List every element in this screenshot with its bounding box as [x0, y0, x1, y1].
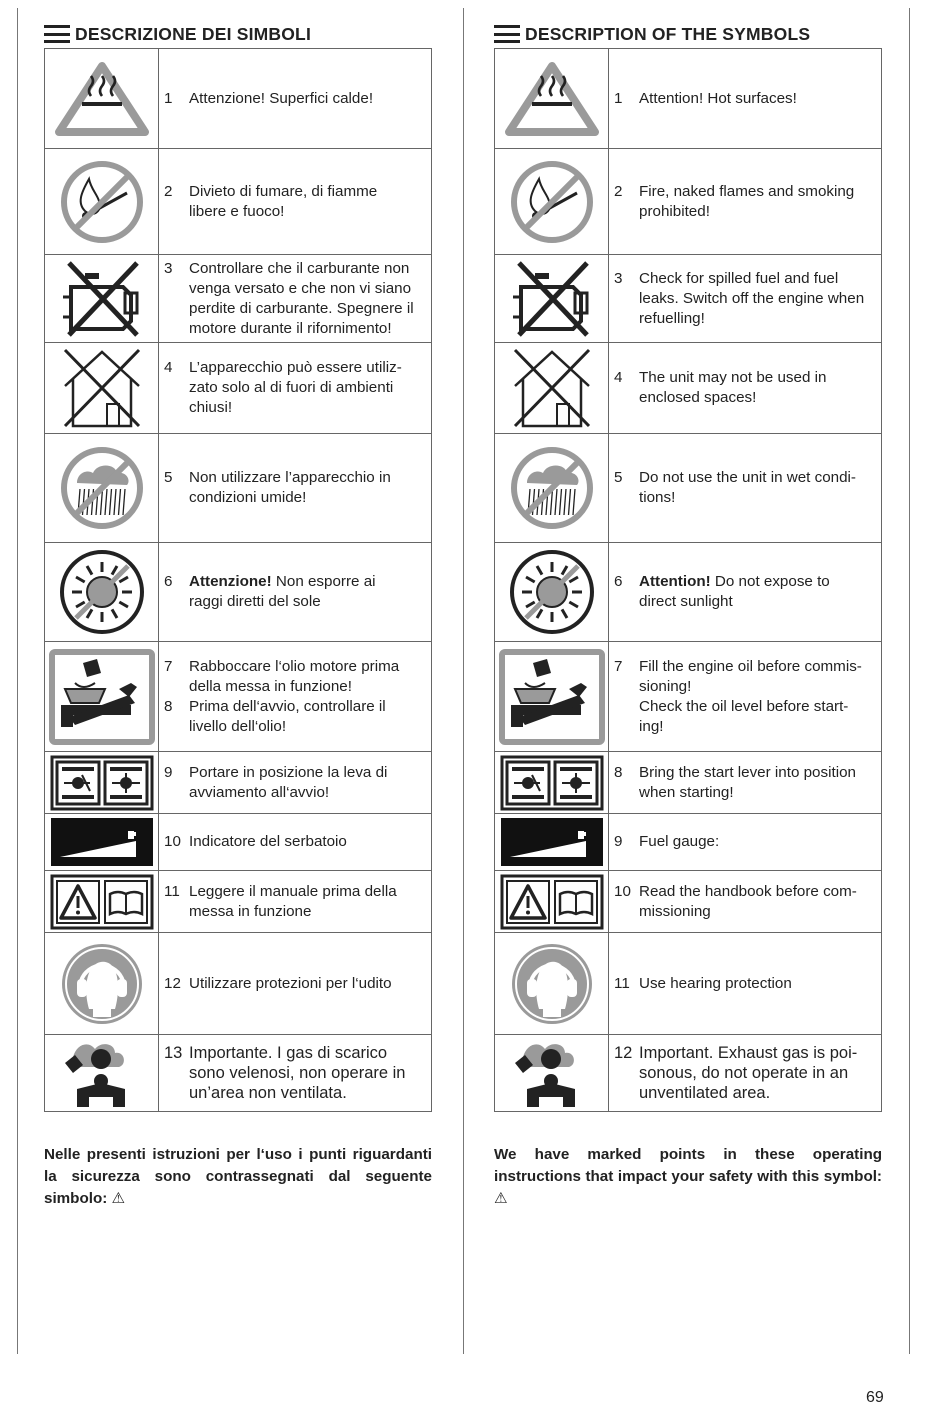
symbol-number: 10 [614, 882, 631, 900]
table-row [495, 871, 882, 933]
symbol-number [164, 592, 189, 612]
symbol-cell [45, 255, 159, 343]
description-line [614, 697, 877, 717]
description-line [164, 974, 427, 994]
description-line [164, 89, 427, 109]
description-line [164, 378, 427, 398]
description-cell [609, 752, 882, 814]
symbol-number [164, 279, 189, 299]
description-text: L’apparecchio può essere utiliz- [189, 359, 402, 376]
description-cell [609, 933, 882, 1035]
table-row [45, 814, 432, 871]
description-line [614, 783, 877, 803]
no-fire-icon [495, 159, 608, 245]
left-margin-rule [17, 8, 18, 1354]
description-cell [159, 814, 432, 871]
description-line [614, 388, 877, 408]
description-text: sioning! [639, 677, 692, 695]
symbol-number: 11 [164, 882, 180, 900]
symbol-number: 5 [614, 469, 623, 486]
symbol-cell [45, 642, 159, 752]
description-line [614, 182, 877, 202]
description-cell [609, 543, 882, 642]
no-rain-icon [495, 445, 608, 531]
description-text: Important. Exhaust gas is poi- [639, 1044, 858, 1062]
symbol-number [614, 309, 639, 329]
read-manual-icon [45, 874, 158, 930]
symbol-number [164, 1063, 189, 1083]
symbol-number: 7 [614, 657, 623, 675]
symbol-cell [45, 1035, 159, 1112]
table-row [45, 49, 432, 149]
description-text: livello dell‘olio! [189, 717, 287, 735]
symbol-cell [495, 871, 609, 933]
no-sunlight-icon [45, 547, 158, 637]
description-cell [609, 871, 882, 933]
symbol-number: 13 [164, 1044, 183, 1062]
description-text: Bring the start lever into position [639, 763, 856, 781]
symbol-cell [45, 933, 159, 1035]
description-text: libere e fuoco! [189, 202, 285, 220]
description-line [614, 882, 877, 902]
description-line [614, 488, 877, 508]
symbol-cell [495, 1035, 609, 1112]
symbol-number [164, 488, 189, 508]
description-line [164, 202, 427, 222]
symbol-number: 1 [614, 89, 623, 107]
table-row [495, 149, 882, 255]
table-row [45, 871, 432, 933]
table-row [45, 1035, 432, 1112]
description-line [164, 832, 427, 852]
symbol-cell [495, 933, 609, 1035]
description-text: Leggere il manuale prima della [189, 882, 397, 900]
description-line [164, 299, 427, 319]
table-row [45, 642, 432, 752]
symbol-number [164, 398, 189, 418]
description-text: Check for spilled fuel and fuel [639, 269, 839, 287]
symbol-number [614, 1083, 639, 1103]
table-row [495, 255, 882, 343]
description-text: Fuel gauge: [639, 833, 720, 850]
table-row [495, 814, 882, 871]
symbol-number: 4 [614, 369, 623, 386]
description-line [164, 657, 427, 677]
symbol-cell [495, 543, 609, 642]
table-row [45, 149, 432, 255]
description-line [614, 974, 877, 994]
description-text: sono velenosi, non operare in [189, 1064, 406, 1082]
symbol-cell [495, 255, 609, 343]
description-text: Non utilizzare l’apparecchio in [189, 469, 391, 486]
symbol-cell [45, 343, 159, 434]
table-row [495, 343, 882, 434]
description-text: perdite di carburante. Spegnere il [189, 299, 414, 317]
description-cell [159, 933, 432, 1035]
description-cell [609, 149, 882, 255]
right-margin-rule [909, 8, 910, 1354]
description-text: zato solo al di fuori di ambienti [189, 379, 394, 396]
section-heading [44, 22, 432, 46]
description-text: tions! [639, 489, 676, 506]
table-row [45, 343, 432, 434]
symbol-number: 6 [164, 573, 173, 590]
table-row [495, 933, 882, 1035]
description-line [614, 368, 877, 388]
description-text: un’area non ventilata. [189, 1084, 347, 1102]
description-text: Utilizzare protezioni per l‘udito [189, 974, 392, 992]
description-cell [159, 149, 432, 255]
description-text: missioning [639, 902, 711, 920]
description-line [614, 592, 877, 612]
section-title: DESCRIPTION OF THE SYMBOLS [525, 23, 811, 44]
symbol-cell [45, 752, 159, 814]
description-cell [159, 255, 432, 343]
symbol-cell [495, 642, 609, 752]
description-text: Check the oil level before start- [639, 697, 849, 715]
description-line [614, 468, 877, 488]
description-text: Do not use the unit in wet condi- [639, 469, 856, 486]
symbol-cell [45, 149, 159, 255]
symbol-number: 2 [614, 182, 623, 200]
symbol-number: 5 [164, 469, 173, 486]
symbol-number [614, 592, 639, 612]
description-text: della messa in funzione! [189, 677, 352, 695]
symbols-table [494, 48, 882, 1112]
description-text [189, 572, 427, 592]
description-line [614, 902, 877, 922]
symbol-cell [495, 434, 609, 543]
symbol-cell [495, 149, 609, 255]
description-cell [159, 752, 432, 814]
table-row [45, 933, 432, 1035]
symbol-number [164, 378, 189, 398]
description-line [164, 279, 427, 299]
description-text: raggi diretti del sole [189, 593, 321, 610]
symbol-number: 12 [614, 1044, 633, 1062]
description-text: enclosed spaces! [639, 389, 757, 406]
menu-lines-icon [494, 25, 520, 43]
description-line [164, 468, 427, 488]
oil-check-icon [45, 649, 158, 745]
symbol-cell [495, 814, 609, 871]
description-line [614, 763, 877, 783]
description-cell [609, 1035, 882, 1112]
hearing-protection-icon [45, 941, 158, 1027]
description-line [164, 398, 427, 418]
symbol-number [164, 319, 189, 339]
description-cell [609, 255, 882, 343]
description-line [164, 1043, 427, 1063]
description-cell [159, 1035, 432, 1112]
symbol-number [614, 902, 639, 922]
description-text: Indicatore del serbatoio [189, 833, 347, 850]
description-cell [609, 642, 882, 752]
description-text: Controllare che il carburante non [189, 259, 410, 277]
description-text: motore durante il rifornimento! [189, 319, 392, 337]
no-fuel-spill-icon [45, 259, 158, 339]
description-text [639, 572, 877, 592]
description-line [614, 572, 877, 592]
page-number: 69 [866, 1389, 884, 1406]
symbol-number: 3 [164, 259, 173, 277]
description-line [164, 902, 427, 922]
symbol-cell [495, 752, 609, 814]
safety-note: Nelle presenti istruzioni per l‘uso i punti riguardanti la sicurezza sono contrassegnati dal seguente simbolo: ⚠ [44, 1146, 432, 1207]
description-text: Importante. I gas di scarico [189, 1044, 388, 1062]
symbol-number: 4 [164, 359, 173, 376]
description-cell [159, 343, 432, 434]
symbol-number: 9 [614, 833, 623, 850]
description-cell [159, 642, 432, 752]
description-text: Prima dell‘avvio, controllare il [189, 697, 386, 715]
symbol-number [614, 1063, 639, 1083]
hot-surface-icon [45, 60, 158, 138]
symbol-number: 8 [164, 697, 173, 715]
description-line [614, 1083, 877, 1103]
start-lever-icon [495, 755, 608, 811]
symbol-cell [45, 871, 159, 933]
symbol-cell [495, 343, 609, 434]
description-cell [159, 434, 432, 543]
fuel-gauge-icon [45, 817, 158, 867]
description-text: chiusi! [189, 399, 233, 416]
symbol-number: 2 [164, 182, 173, 200]
description-text: Divieto di fumare, di fiamme [189, 182, 378, 200]
description-line [164, 592, 427, 612]
symbol-number [164, 902, 189, 922]
description-text: messa in funzione [189, 902, 312, 920]
symbol-number: 7 [164, 657, 173, 675]
symbol-number [164, 677, 189, 697]
emphasis-text: Attenzione! [189, 573, 272, 590]
description-line [614, 269, 877, 289]
description-text: venga versato e che non vi siano [189, 279, 412, 297]
symbol-number [164, 717, 189, 737]
description-line [614, 657, 877, 677]
symbol-cell [45, 543, 159, 642]
description-line [164, 677, 427, 697]
description-text: condizioni umide! [189, 489, 307, 506]
toxic-exhaust-icon [495, 1037, 608, 1109]
no-fire-icon [45, 159, 158, 245]
description-text: The unit may not be used in [639, 369, 827, 386]
symbol-number [614, 488, 639, 508]
description-line [614, 202, 877, 222]
warning-triangle-icon: ⚠ [494, 1190, 508, 1207]
description-line [164, 882, 427, 902]
table-row [495, 49, 882, 149]
description-text-rest: Non esporre ai [271, 573, 376, 590]
description-line [614, 309, 877, 329]
symbol-number: 8 [614, 763, 623, 781]
symbol-number [614, 289, 639, 309]
table-row [495, 642, 882, 752]
symbol-number [614, 677, 639, 697]
table-row [45, 752, 432, 814]
symbol-number: 1 [164, 89, 173, 107]
symbol-number [614, 717, 639, 737]
description-text: refuelling! [639, 309, 705, 327]
description-line [164, 783, 427, 803]
table-row [45, 543, 432, 642]
symbol-number: 3 [614, 269, 623, 287]
symbol-number [164, 783, 189, 803]
description-line [164, 488, 427, 508]
table-row [495, 752, 882, 814]
description-line [614, 677, 877, 697]
description-line [164, 358, 427, 378]
symbol-number [614, 783, 639, 803]
warning-triangle-icon: ⚠ [111, 1190, 126, 1207]
table-row [45, 434, 432, 543]
description-line [164, 259, 427, 279]
oil-check-icon [495, 649, 608, 745]
symbol-number [164, 299, 189, 319]
menu-lines-icon [44, 25, 70, 43]
toxic-exhaust-icon [45, 1037, 158, 1109]
emphasis-text: Attention! [639, 573, 711, 590]
description-line [614, 1063, 877, 1083]
safety-note: We have marked points in these operating instructions that impact your safety with this symbol: ⚠ [494, 1146, 882, 1207]
description-line [164, 1083, 427, 1103]
description-text: ing! [639, 717, 664, 735]
description-text: Attenzione! Superfici calde! [189, 89, 374, 107]
no-fuel-spill-icon [495, 259, 608, 339]
description-line [614, 832, 877, 852]
description-line [164, 572, 427, 592]
description-text: Portare in posizione la leva di [189, 763, 388, 781]
fuel-gauge-icon [495, 817, 608, 867]
description-text: prohibited! [639, 202, 710, 220]
no-rain-icon [45, 445, 158, 531]
description-line [614, 89, 877, 109]
description-cell [609, 49, 882, 149]
symbol-number [614, 202, 639, 222]
symbol-number [614, 697, 639, 717]
symbol-cell [45, 434, 159, 543]
description-text: Use hearing protection [639, 974, 792, 992]
english-column [494, 22, 882, 1210]
table-row [495, 543, 882, 642]
description-cell [159, 871, 432, 933]
symbol-cell [45, 49, 159, 149]
symbol-number [164, 1083, 189, 1103]
description-line [164, 182, 427, 202]
description-line [614, 1043, 877, 1063]
description-line [164, 319, 427, 339]
hot-surface-icon [495, 60, 608, 138]
description-text-rest: Do not expose to [710, 573, 830, 590]
symbol-cell [45, 814, 159, 871]
description-cell [159, 49, 432, 149]
description-text: Fire, naked flames and smoking [639, 182, 855, 200]
description-text: direct sunlight [639, 593, 733, 610]
symbol-cell [495, 49, 609, 149]
section-title: DESCRIZIONE DEI SIMBOLI [75, 23, 312, 44]
symbol-number [164, 202, 189, 222]
description-line [164, 1063, 427, 1083]
description-text: Fill the engine oil before commis- [639, 657, 862, 675]
section-heading [494, 22, 882, 46]
description-cell [609, 434, 882, 543]
description-cell [609, 343, 882, 434]
symbol-number: 9 [164, 763, 173, 781]
symbols-table [44, 48, 432, 1112]
description-text: Rabboccare l‘olio motore prima [189, 657, 400, 675]
no-indoor-use-icon [495, 346, 608, 430]
no-indoor-use-icon [45, 346, 158, 430]
description-line [614, 717, 877, 737]
table-row [495, 434, 882, 543]
description-line [164, 697, 427, 717]
description-text: when starting! [639, 783, 734, 801]
symbol-number: 11 [614, 974, 630, 992]
no-sunlight-icon [495, 547, 608, 637]
description-line [164, 763, 427, 783]
symbol-number: 12 [164, 974, 181, 992]
description-text: sonous, do not operate in an [639, 1064, 849, 1082]
description-cell [609, 814, 882, 871]
symbol-number [614, 388, 639, 408]
description-line [614, 289, 877, 309]
description-text: leaks. Switch off the engine when [639, 289, 865, 307]
description-text: Attention! Hot surfaces! [639, 89, 797, 107]
description-text: avviamento all‘avvio! [189, 783, 330, 801]
description-line [164, 717, 427, 737]
read-manual-icon [495, 874, 608, 930]
description-text: Read the handbook before com- [639, 882, 857, 900]
table-row [45, 255, 432, 343]
description-cell [159, 543, 432, 642]
hearing-protection-icon [495, 941, 608, 1027]
center-divider [463, 8, 464, 1354]
description-text: unventilated area. [639, 1084, 771, 1102]
symbol-number: 10 [164, 833, 181, 850]
symbol-number: 6 [614, 573, 623, 590]
table-row [495, 1035, 882, 1112]
italian-column [44, 22, 432, 1210]
start-lever-icon [45, 755, 158, 811]
